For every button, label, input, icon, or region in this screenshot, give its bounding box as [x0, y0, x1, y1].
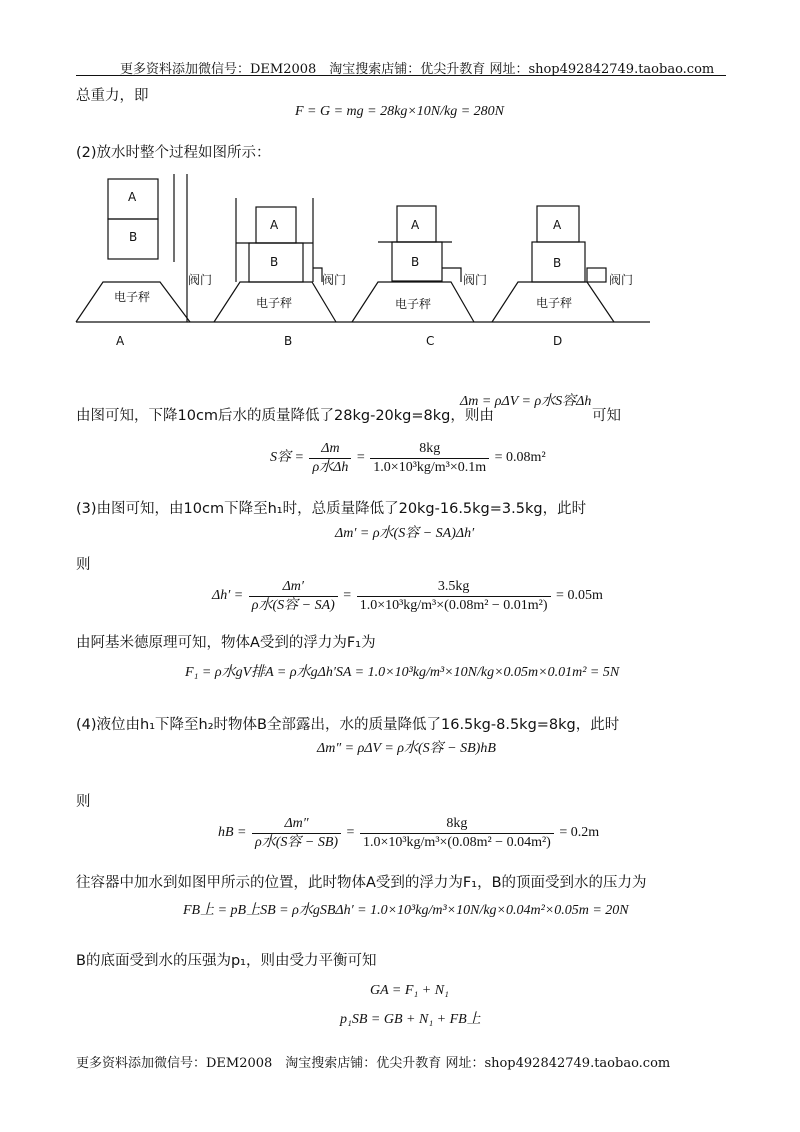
panel-a-valve-label: 阀门 [188, 273, 213, 287]
eq2-frac2 [370, 440, 489, 476]
equation-delta-m-prime: Δm′ = ρ水(S容 − SA)Δh′ [335, 526, 475, 541]
eq4-frac2-den: 1.0×10³kg/m³×(0.08m² − 0.01m²) [359, 597, 548, 613]
eq2-frac1-num: Δm [309, 440, 351, 459]
paragraph-mass-drop: 由图可知，下降10cm后水的质量降低了28kg-20kg=8kg，则由 [76, 408, 494, 424]
eq7-frac2 [360, 815, 554, 851]
eq4-frac2 [357, 578, 551, 614]
eq2-rhs: = 0.08m² [494, 450, 546, 466]
eq2-lhs: S容 = [270, 450, 304, 466]
eq7-lhs: hB = [218, 825, 247, 841]
panel-b-scale-label: 电子秤 [256, 296, 293, 310]
page-header: 更多资料添加微信号：DEM2008 淘宝搜索店铺：优尖升教育 网址：shop492842749.taobao.com [120, 62, 715, 77]
paragraph-then-2: 则 [76, 794, 91, 810]
eq4-frac2-num: 3.5kg [357, 578, 551, 597]
paragraph-force-balance: B的底面受到水的压强为p₁，则由受力平衡可知 [76, 953, 377, 969]
eq7-frac1 [252, 815, 341, 851]
eq4-equals: = [343, 588, 352, 604]
paragraph-mass-drop-tail: 可知 [592, 408, 621, 424]
eq4-frac1-num: Δm′ [249, 578, 338, 597]
panel-b-label-b: B [270, 255, 279, 269]
panel-c-label-b: B [411, 255, 420, 269]
equation-gravity: F = G = mg = 28kg×10N/kg = 280N [295, 104, 505, 119]
eq2-frac2-den: 1.0×10³kg/m³×0.1m [373, 459, 487, 475]
equation-container-area [270, 440, 546, 476]
panel-b-valve-label: 阀门 [322, 273, 347, 287]
caption-a: A [116, 334, 125, 348]
eq7-frac1-den: ρ水(S容 − SB) [255, 834, 339, 850]
paragraph-then-1: 则 [76, 557, 91, 573]
paragraph-part3: (3)由图可知，由10cm下降至h₁时，总质量降低了20kg-16.5kg=3.5kg，此时 [76, 501, 587, 517]
panel-c-valve [442, 268, 461, 282]
eq7-rhs: = 0.2m [559, 825, 600, 841]
panel-b-label-a: A [270, 218, 279, 232]
eq4-frac1-den: ρ水(S容 − SA) [251, 597, 335, 613]
paragraph-total-weight: 总重力，即 [76, 88, 149, 104]
eq7-frac1-num: Δm″ [252, 815, 341, 834]
paragraph-buoyancy-a: 由阿基米德原理可知，物体A受到的浮力为F₁为 [76, 635, 376, 651]
eq4-lhs: Δh′ = [212, 588, 244, 604]
equation-ga: GA = F₁ + N₁ [370, 983, 449, 998]
eq4-rhs: = 0.05m [556, 588, 603, 604]
equation-pressure-force-b: FB上 = pB上SB = ρ水gSBΔh′ = 1.0×10³kg/m³×10N/kg×0.04m²×0.05m = 20N [183, 903, 629, 918]
caption-c: C [426, 334, 435, 348]
panel-c-valve-label: 阀门 [463, 273, 488, 287]
panel-d-scale-label: 电子秤 [536, 296, 573, 310]
panel-b-valve [313, 268, 322, 282]
paragraph-part4: (4)液位由h₁下降至h₂时物体B全部露出，水的质量降低了16.5kg-8.5kg=8kg，此时 [76, 717, 620, 733]
panel-d-valve [587, 268, 606, 282]
panel-c-label-a: A [411, 218, 420, 232]
paragraph-add-water: 往容器中加水到如图甲所示的位置，此时物体A受到的浮力为F₁，B的顶面受到水的压力为 [76, 875, 647, 891]
panel-d-valve-label: 阀门 [609, 273, 634, 287]
caption-d: D [553, 334, 563, 348]
panel-a-label-a: A [128, 190, 137, 204]
eq7-frac2-num: 8kg [360, 815, 554, 834]
panel-d-label-a: A [553, 218, 562, 232]
panel-a-label-b: B [129, 230, 138, 244]
eq7-frac2-den: 1.0×10³kg/m³×(0.08m² − 0.04m²) [362, 834, 551, 850]
eq2-frac1-den: ρ水Δh [312, 459, 349, 475]
eq2-frac2-num: 8kg [370, 440, 489, 459]
equation-height-b [218, 815, 599, 851]
eq4-frac1 [249, 578, 338, 614]
caption-b: B [284, 334, 293, 348]
panel-d-label-b: B [553, 256, 562, 270]
panel-c-scale-label: 电子秤 [395, 297, 432, 311]
panel-a-scale-label: 电子秤 [114, 290, 151, 304]
eq2-equals: = [356, 450, 365, 466]
equation-delta-h-prime [212, 578, 603, 614]
paragraph-drain-process: (2)放水时整个过程如图所示： [76, 145, 271, 161]
page-footer: 更多资料添加微信号：DEM2008 淘宝搜索店铺：优尖升教育 网址：shop492842749.taobao.com [76, 1056, 671, 1071]
equation-buoyancy-f1: F₁ = ρ水gV排A = ρ水gΔh′SA = 1.0×10³kg/m³×10N/kg×0.05m×0.01m² = 5N [185, 665, 620, 680]
equation-delta-m-double-prime: Δm″ = ρΔV = ρ水(S容 − SB)hB [317, 741, 496, 756]
eq2-frac1 [309, 440, 351, 476]
eq7-equals: = [346, 825, 355, 841]
equation-delta-m: Δm = ρΔV = ρ水S容Δh [460, 394, 592, 409]
equation-p1-sb: p₁SB = GB + N₁ + FB上 [340, 1012, 481, 1027]
